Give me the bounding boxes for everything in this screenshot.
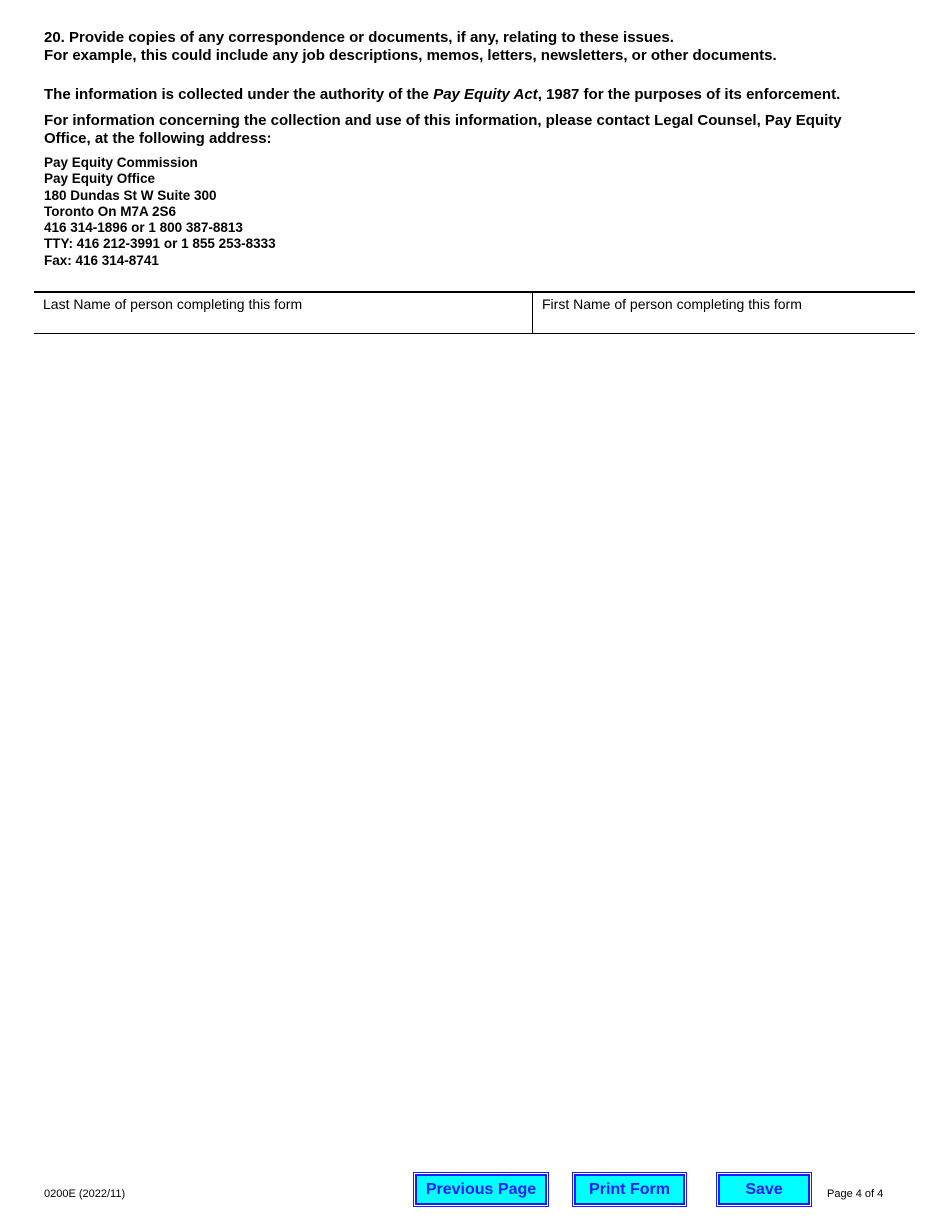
contact-statement: For information concerning the collection and use of this information, please contact Legal Counsel, Pay Equity Office, at the following address: — [44, 112, 842, 147]
address-line: Pay Equity Commission — [44, 155, 198, 170]
authority-statement — [44, 86, 924, 104]
question-20-example: For example, this could include any job descriptions, memos, letters, newsletters, or other documents. — [44, 47, 777, 64]
last-name-field[interactable] — [34, 293, 533, 334]
first-name-label: First Name of person completing this form — [542, 296, 802, 312]
page-number: Page 4 of 4 — [827, 1188, 884, 1200]
address-line: Toronto On M7A 2S6 — [44, 203, 177, 219]
authority-prefix: The information is collected under the authority of the — [44, 86, 434, 103]
question-20 — [44, 29, 924, 65]
office-address — [44, 155, 276, 269]
previous-page-button[interactable]: Previous Page — [415, 1174, 547, 1205]
act-name: Pay Equity Act — [433, 86, 538, 103]
phone-number: 416 314-1896 or 1 800 387-8813 — [44, 220, 243, 236]
tty-number: TTY: 416 212-3991 or 1 855 253-8333 — [44, 236, 276, 252]
first-name-field[interactable] — [533, 293, 915, 334]
print-form-button[interactable]: Print Form — [574, 1174, 685, 1205]
authority-suffix: , 1987 for the purposes of its enforcement. — [537, 86, 841, 103]
fax-number: Fax: 416 314-8741 — [44, 252, 159, 268]
form-code: 0200E (2022/11) — [44, 1188, 126, 1200]
last-name-label: Last Name of person completing this form — [43, 296, 303, 312]
question-20-text: 20. Provide copies of any correspondence or documents, if any, relating to these issues. — [44, 29, 674, 46]
address-line: 180 Dundas St W Suite 300 — [44, 187, 217, 203]
completer-name-table — [34, 291, 915, 334]
save-button[interactable]: Save — [718, 1174, 810, 1205]
address-line: Pay Equity Office — [44, 171, 156, 187]
